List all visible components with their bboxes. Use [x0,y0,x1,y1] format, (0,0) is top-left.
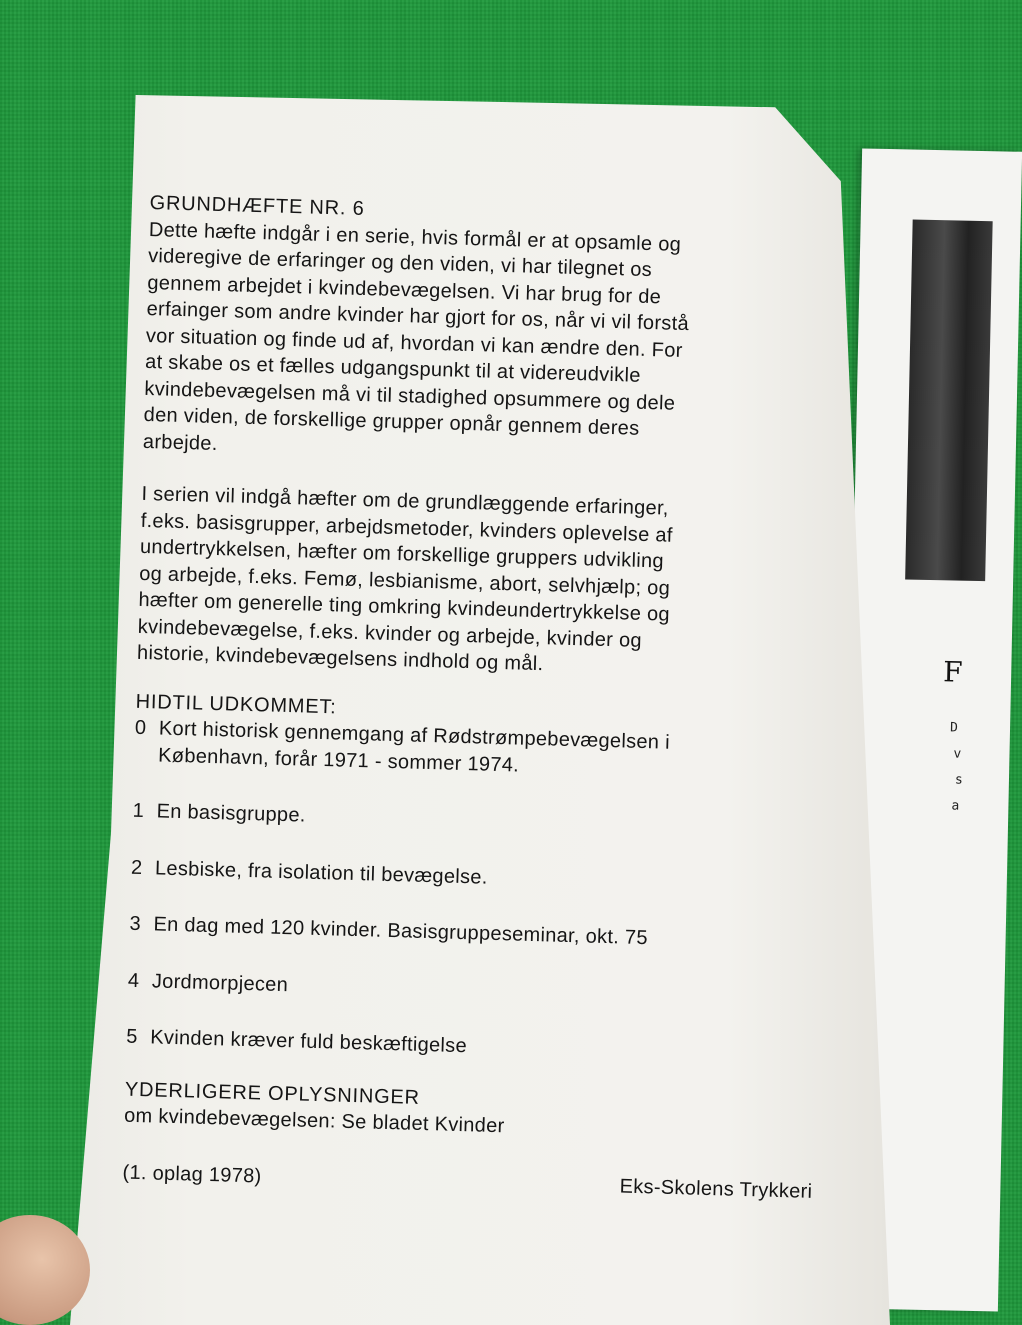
item-number: 3 [129,912,142,936]
item-number: 5 [126,1025,139,1048]
adjacent-text-fragment: D [949,720,959,736]
adjacent-text-fragment: a [951,798,960,814]
series-description: I serien vil indgå hæfter om de grundlæggende erfaringer, f.eks. basisgrupper, arbejdsmetoder, kvinders oplevelse af undertrykkelsen, hæfter om forskellige gruppers udvikling og arbejde, f.eks. Femø, lesbianisme, abort, selvhjælp; og hæfter om generelle ting omkring kvindeundertrykkelse og kvindebevægelse, f.eks. kvinder og arbejde, kvinder og historie, kvindebevægelsens indhold og mål. [136,482,674,676]
list-item [131,854,821,900]
adjacent-text-fragment: s [954,772,963,788]
item-number: 4 [127,969,140,992]
list-item [128,967,818,1013]
adjacent-text-fragment: v [953,746,962,762]
booklet-text [122,190,840,1205]
item-title: Jordmorpjecen [151,969,289,996]
list-item [126,1024,816,1070]
more-info-heading: YDERLIGERE OPLYSNINGER [124,1078,421,1109]
edition-note: (1. oplag 1978) [122,1161,262,1187]
list-item [132,798,822,844]
intro-paragraph: Dette hæfte indgår i en serie, hvis formål er at opsamle og videregive de erfaringer og den viden, vi har tilegnet os gennem arbejdet i kvindebevægelsen. Vi har brug for de erfainger som andre kvinder har gjort for os, når vi vil forstå vor situation og finde ud af, hvordan vi kan ændre den. For at skabe os et fælles udgangspunkt til at videreudvikle kvindebevægelsen må vi til stadighed opsummere og dele den viden, de forskellige grupper opnår gennem deres arbejde. [142,218,690,455]
item-number: 1 [132,799,145,823]
item-title: Kort historisk gennemgang af Rødstrømpebevægelsen i København, forår 1971 - sommer 1974. [157,717,671,777]
list-item [129,911,819,957]
series-heading: GRUNDHÆFTE NR. 6 [149,191,365,220]
item-number: 0 [134,716,147,740]
item-title: En basisgruppe. [156,800,306,827]
item-title: Kvinden kræver fuld beskæftigelse [150,1026,468,1058]
item-number: 2 [130,856,143,879]
more-info-text: om kvindebevægelsen: Se bladet Kvinder [123,1104,505,1138]
printer-name: Eks-Skolens Trykkeri [619,1175,813,1203]
published-heading: HIDTIL UDKOMMET: [135,690,337,718]
cover-photo [905,220,993,582]
item-title: En dag med 120 kvinder. Basisgruppeseminar, okt. 75 [153,913,649,950]
adjacent-heading-fragment: F [942,655,964,689]
item-title: Lesbiske, fra isolation til bevægelse. [154,856,488,889]
